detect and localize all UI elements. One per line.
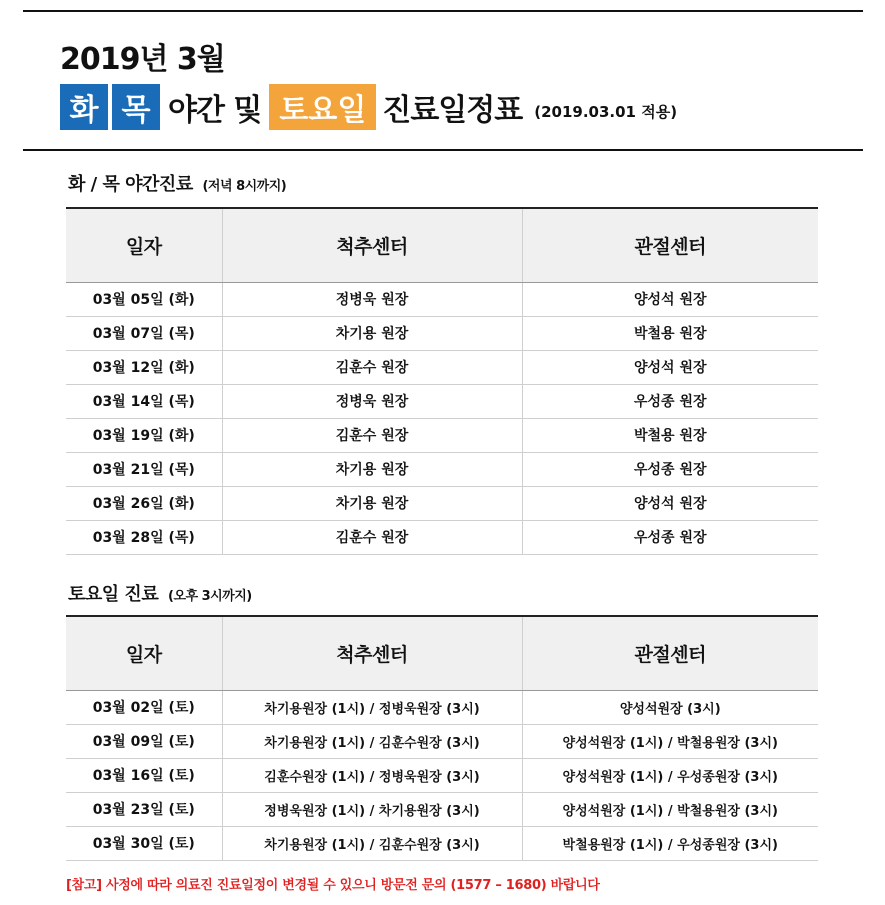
table-row bbox=[66, 690, 818, 724]
cell-spine-doctor: 차기용 원장 bbox=[222, 316, 522, 350]
saturday-section-title-text: 토요일 진료 bbox=[68, 584, 159, 605]
cell-spine-doctor: 정병욱원장 (1시) / 차기용원장 (3시) bbox=[222, 792, 522, 826]
cell-spine-doctor: 김훈수 원장 bbox=[222, 350, 522, 384]
table-row bbox=[66, 418, 818, 452]
cell-date: 03월 21일 (목) bbox=[66, 452, 222, 486]
night-section-title-text: 화 / 목 야간진료 bbox=[68, 174, 193, 195]
table-row bbox=[66, 758, 818, 792]
cell-spine-doctor: 김훈수 원장 bbox=[222, 418, 522, 452]
saturday-section-title bbox=[68, 580, 252, 606]
table-row bbox=[66, 826, 818, 860]
cell-date: 03월 28일 (목) bbox=[66, 520, 222, 554]
title-schedule: 진료일정표 bbox=[382, 93, 523, 128]
cell-joint-doctor: 양성석원장 (1시) / 우성종원장 (3시) bbox=[522, 758, 818, 792]
cell-date: 03월 12일 (화) bbox=[66, 350, 222, 384]
table-row bbox=[66, 350, 818, 384]
tuesday-chip: 화 bbox=[60, 84, 108, 130]
table-row bbox=[66, 282, 818, 316]
cell-joint-doctor: 박철용 원장 bbox=[522, 418, 818, 452]
cell-date: 03월 16일 (토) bbox=[66, 758, 222, 792]
night-schedule-table bbox=[66, 207, 818, 555]
cell-joint-doctor: 양성석 원장 bbox=[522, 282, 818, 316]
table-header-row bbox=[66, 616, 818, 690]
cell-joint-doctor: 우성종 원장 bbox=[522, 384, 818, 418]
column-header-joint: 관절센터 bbox=[522, 616, 818, 690]
cell-joint-doctor: 양성석 원장 bbox=[522, 350, 818, 384]
title-night-and: 야간 및 bbox=[168, 93, 262, 128]
cell-joint-doctor: 우성종 원장 bbox=[522, 520, 818, 554]
thursday-chip: 목 bbox=[112, 84, 160, 130]
table-row bbox=[66, 452, 818, 486]
table-row bbox=[66, 384, 818, 418]
cell-date: 03월 26일 (화) bbox=[66, 486, 222, 520]
cell-date: 03월 14일 (목) bbox=[66, 384, 222, 418]
table-row bbox=[66, 792, 818, 826]
column-header-joint: 관절센터 bbox=[522, 208, 818, 282]
cell-spine-doctor: 김훈수 원장 bbox=[222, 520, 522, 554]
table-row bbox=[66, 486, 818, 520]
table-header-row bbox=[66, 208, 818, 282]
column-header-date: 일자 bbox=[66, 208, 222, 282]
cell-date: 03월 07일 (목) bbox=[66, 316, 222, 350]
column-header-date: 일자 bbox=[66, 616, 222, 690]
cell-spine-doctor: 차기용원장 (1시) / 김훈수원장 (3시) bbox=[222, 724, 522, 758]
cell-joint-doctor: 우성종 원장 bbox=[522, 452, 818, 486]
cell-spine-doctor: 김훈수원장 (1시) / 정병욱원장 (3시) bbox=[222, 758, 522, 792]
cell-spine-doctor: 차기용 원장 bbox=[222, 486, 522, 520]
column-header-spine: 척추센터 bbox=[222, 616, 522, 690]
page-title-year: 2019년 3월 bbox=[60, 42, 225, 77]
applied-date: (2019.03.01 적용) bbox=[534, 102, 678, 121]
column-header-spine: 척추센터 bbox=[222, 208, 522, 282]
header-divider bbox=[23, 149, 863, 151]
cell-spine-doctor: 정병욱 원장 bbox=[222, 282, 522, 316]
table-row bbox=[66, 520, 818, 554]
cell-spine-doctor: 차기용원장 (1시) / 정병욱원장 (3시) bbox=[222, 690, 522, 724]
night-section-note: (저녁 8시까지) bbox=[202, 179, 287, 194]
cell-joint-doctor: 양성석원장 (1시) / 박철용원장 (3시) bbox=[522, 792, 818, 826]
saturday-section-note: (오후 3시까지) bbox=[168, 589, 252, 604]
top-rule bbox=[23, 10, 863, 12]
cell-spine-doctor: 차기용원장 (1시) / 김훈수원장 (3시) bbox=[222, 826, 522, 860]
footnote: [참고] 사정에 따라 의료진 진료일정이 변경될 수 있으니 방문전 문의 (1577 – 1680) 바랍니다 bbox=[66, 878, 600, 893]
cell-date: 03월 30일 (토) bbox=[66, 826, 222, 860]
cell-joint-doctor: 양성석원장 (3시) bbox=[522, 690, 818, 724]
cell-date: 03월 05일 (화) bbox=[66, 282, 222, 316]
cell-joint-doctor: 박철용 원장 bbox=[522, 316, 818, 350]
night-section-title bbox=[68, 170, 286, 196]
cell-date: 03월 02일 (토) bbox=[66, 690, 222, 724]
cell-joint-doctor: 양성석원장 (1시) / 박철용원장 (3시) bbox=[522, 724, 818, 758]
cell-spine-doctor: 차기용 원장 bbox=[222, 452, 522, 486]
cell-date: 03월 23일 (토) bbox=[66, 792, 222, 826]
cell-joint-doctor: 박철용원장 (1시) / 우성종원장 (3시) bbox=[522, 826, 818, 860]
cell-date: 03월 19일 (화) bbox=[66, 418, 222, 452]
cell-spine-doctor: 정병욱 원장 bbox=[222, 384, 522, 418]
saturday-chip: 토요일 bbox=[269, 84, 376, 130]
saturday-schedule-table bbox=[66, 615, 818, 861]
page-title bbox=[60, 84, 677, 130]
table-row bbox=[66, 316, 818, 350]
table-row bbox=[66, 724, 818, 758]
cell-joint-doctor: 양성석 원장 bbox=[522, 486, 818, 520]
cell-date: 03월 09일 (토) bbox=[66, 724, 222, 758]
